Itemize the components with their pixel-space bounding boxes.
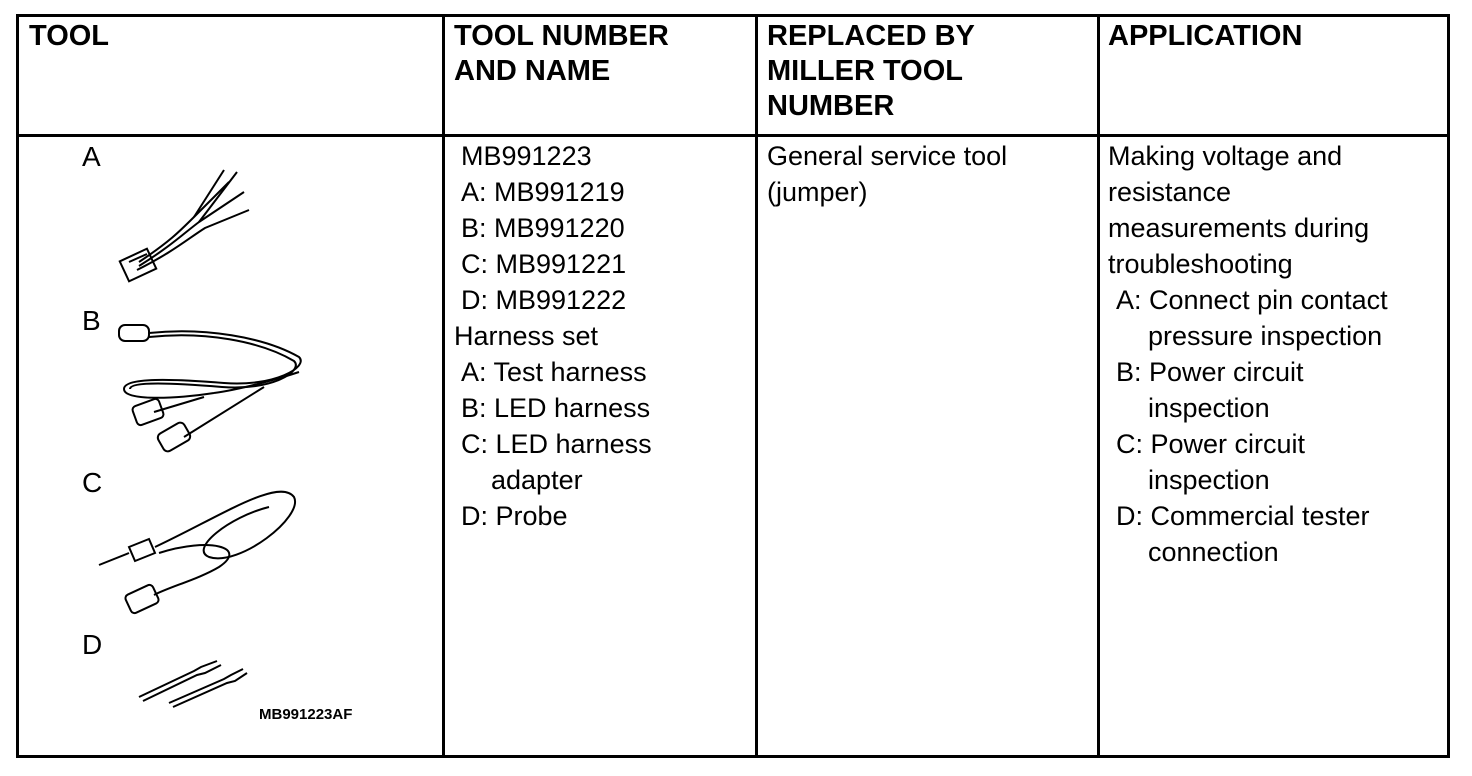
number-name-text <box>451 138 652 534</box>
text-line: A: MB991219 <box>461 177 625 207</box>
text-line: C: LED harness <box>461 429 652 459</box>
column-divider <box>442 17 445 755</box>
column-divider <box>1097 17 1100 755</box>
text-line: inspection <box>1148 393 1270 423</box>
text-line: (jumper) <box>767 177 868 207</box>
header-line: NUMBER <box>767 90 895 122</box>
header-line: MILLER TOOL <box>767 55 964 87</box>
text-line: D: MB991222 <box>461 285 627 315</box>
header-line: AND NAME <box>454 55 611 87</box>
text-line: troubleshooting <box>1108 249 1293 279</box>
figure-code: MB991223AF <box>259 706 353 723</box>
header-line: REPLACED BY <box>767 20 975 52</box>
text-line: pressure inspection <box>1148 321 1383 351</box>
text-line: adapter <box>491 465 583 495</box>
tool-label-c: C <box>82 467 103 498</box>
text-line: D: Probe <box>461 501 568 531</box>
header-application-text: APPLICATION <box>1108 20 1303 52</box>
header-divider <box>19 134 1447 137</box>
text-line: B: Power circuit <box>1116 357 1304 387</box>
text-line: C: Power circuit <box>1116 429 1306 459</box>
text-line: inspection <box>1148 465 1270 495</box>
text-line: General service tool <box>767 141 1008 171</box>
text-line: connection <box>1148 537 1279 567</box>
replaced-by-text <box>767 138 1007 210</box>
text-line: D: Commercial tester <box>1116 501 1370 531</box>
tool-label-d: D <box>82 629 103 660</box>
header-application <box>1108 19 1302 54</box>
text-line: resistance <box>1108 177 1232 207</box>
text-line: Harness set <box>454 321 599 351</box>
text-line: MB991223 <box>461 141 592 171</box>
tool-table <box>16 14 1450 758</box>
led-harness-adapter-illustration <box>99 477 319 617</box>
text-line: Making voltage and <box>1108 141 1343 171</box>
application-text <box>1108 138 1388 570</box>
text-line: A: Test harness <box>461 357 647 387</box>
header-replaced-by <box>767 19 975 124</box>
header-number-name <box>454 19 669 89</box>
text-line: measurements during <box>1108 213 1370 243</box>
test-harness-illustration <box>109 162 259 282</box>
probe-illustration <box>139 647 249 707</box>
header-tool <box>29 19 109 54</box>
led-harness-illustration <box>114 317 314 457</box>
tool-label-b: B <box>82 305 101 336</box>
text-line: B: MB991220 <box>461 213 625 243</box>
header-tool-text: TOOL <box>29 20 110 52</box>
header-line: TOOL NUMBER <box>454 20 669 52</box>
text-line: A: Connect pin contact <box>1116 285 1388 315</box>
text-line: B: LED harness <box>461 393 651 423</box>
text-line: C: MB991221 <box>461 249 627 279</box>
tool-label-a: A <box>82 141 101 172</box>
column-divider <box>755 17 758 755</box>
